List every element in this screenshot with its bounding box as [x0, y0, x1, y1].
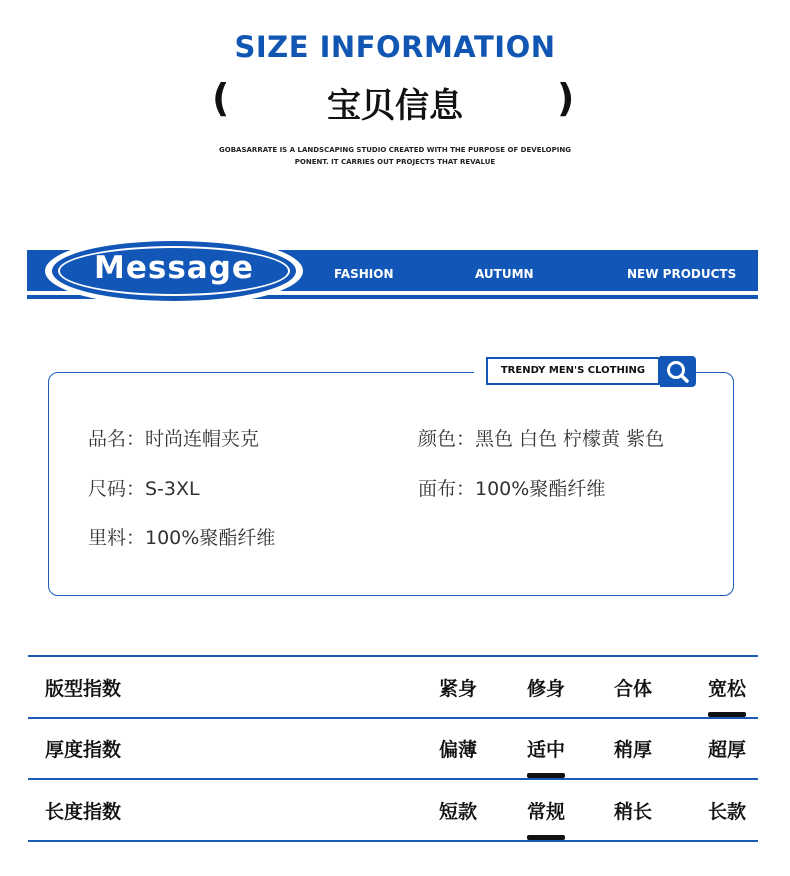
- table-rule-top: [28, 655, 758, 657]
- index-option[interactable]: 适中: [526, 739, 565, 761]
- subtitle-cn: 宝贝信息: [327, 86, 463, 126]
- search-label: TRENDY MEN'S CLOTHING: [486, 357, 660, 385]
- index-option[interactable]: 修身: [526, 678, 565, 700]
- tagline: [0, 144, 790, 168]
- index-option[interactable]: 紧身: [438, 678, 477, 700]
- page-title: SIZE INFORMATION: [234, 30, 556, 64]
- index-option[interactable]: 宽松: [707, 678, 746, 700]
- index-option[interactable]: 稍厚: [613, 739, 652, 761]
- index-option[interactable]: 稍长: [613, 801, 652, 823]
- paren-left: (: [212, 76, 230, 120]
- selected-marker: [527, 835, 565, 840]
- product-name: 品名：时尚连帽夹克: [88, 428, 260, 450]
- paren-right: ): [557, 76, 575, 120]
- index-option[interactable]: 常规: [526, 801, 565, 823]
- nav-autumn[interactable]: AUTUMN: [475, 267, 534, 281]
- index-option[interactable]: 短款: [438, 801, 477, 823]
- product-colors: 颜色：黑色 白色 柠檬黄 紫色: [418, 428, 665, 450]
- table-rule-1: [28, 717, 758, 719]
- table-rule-bottom: [28, 840, 758, 842]
- nav-fashion[interactable]: FASHION: [334, 267, 394, 281]
- index-option[interactable]: 长款: [707, 801, 746, 823]
- search-button[interactable]: [660, 356, 696, 387]
- message-badge-text: Message: [94, 250, 254, 286]
- nav-new-products[interactable]: NEW PRODUCTS: [627, 267, 737, 281]
- product-fabric: 面布：100%聚酯纤维: [418, 478, 606, 500]
- tagline-line-2: PONENT. IT CARRIES OUT PROJECTS THAT REVALUE: [294, 158, 496, 166]
- index-label: 长度指数: [45, 801, 122, 823]
- selected-marker: [527, 773, 565, 778]
- index-label: 版型指数: [45, 678, 122, 700]
- index-option[interactable]: 偏薄: [438, 739, 477, 761]
- product-lining: 里料：100%聚酯纤维: [88, 527, 276, 549]
- table-rule-2: [28, 778, 758, 780]
- index-option[interactable]: 合体: [613, 678, 652, 700]
- selected-marker: [708, 712, 746, 717]
- search-icon: [660, 356, 696, 387]
- index-label: 厚度指数: [45, 739, 122, 761]
- tagline-line-1: GOBASARRATE IS A LANDSCAPING STUDIO CREATED WITH THE PURPOSE OF DEVELOPING: [219, 146, 571, 154]
- index-option[interactable]: 超厚: [707, 739, 746, 761]
- product-sizes: 尺码：S-3XL: [88, 478, 200, 500]
